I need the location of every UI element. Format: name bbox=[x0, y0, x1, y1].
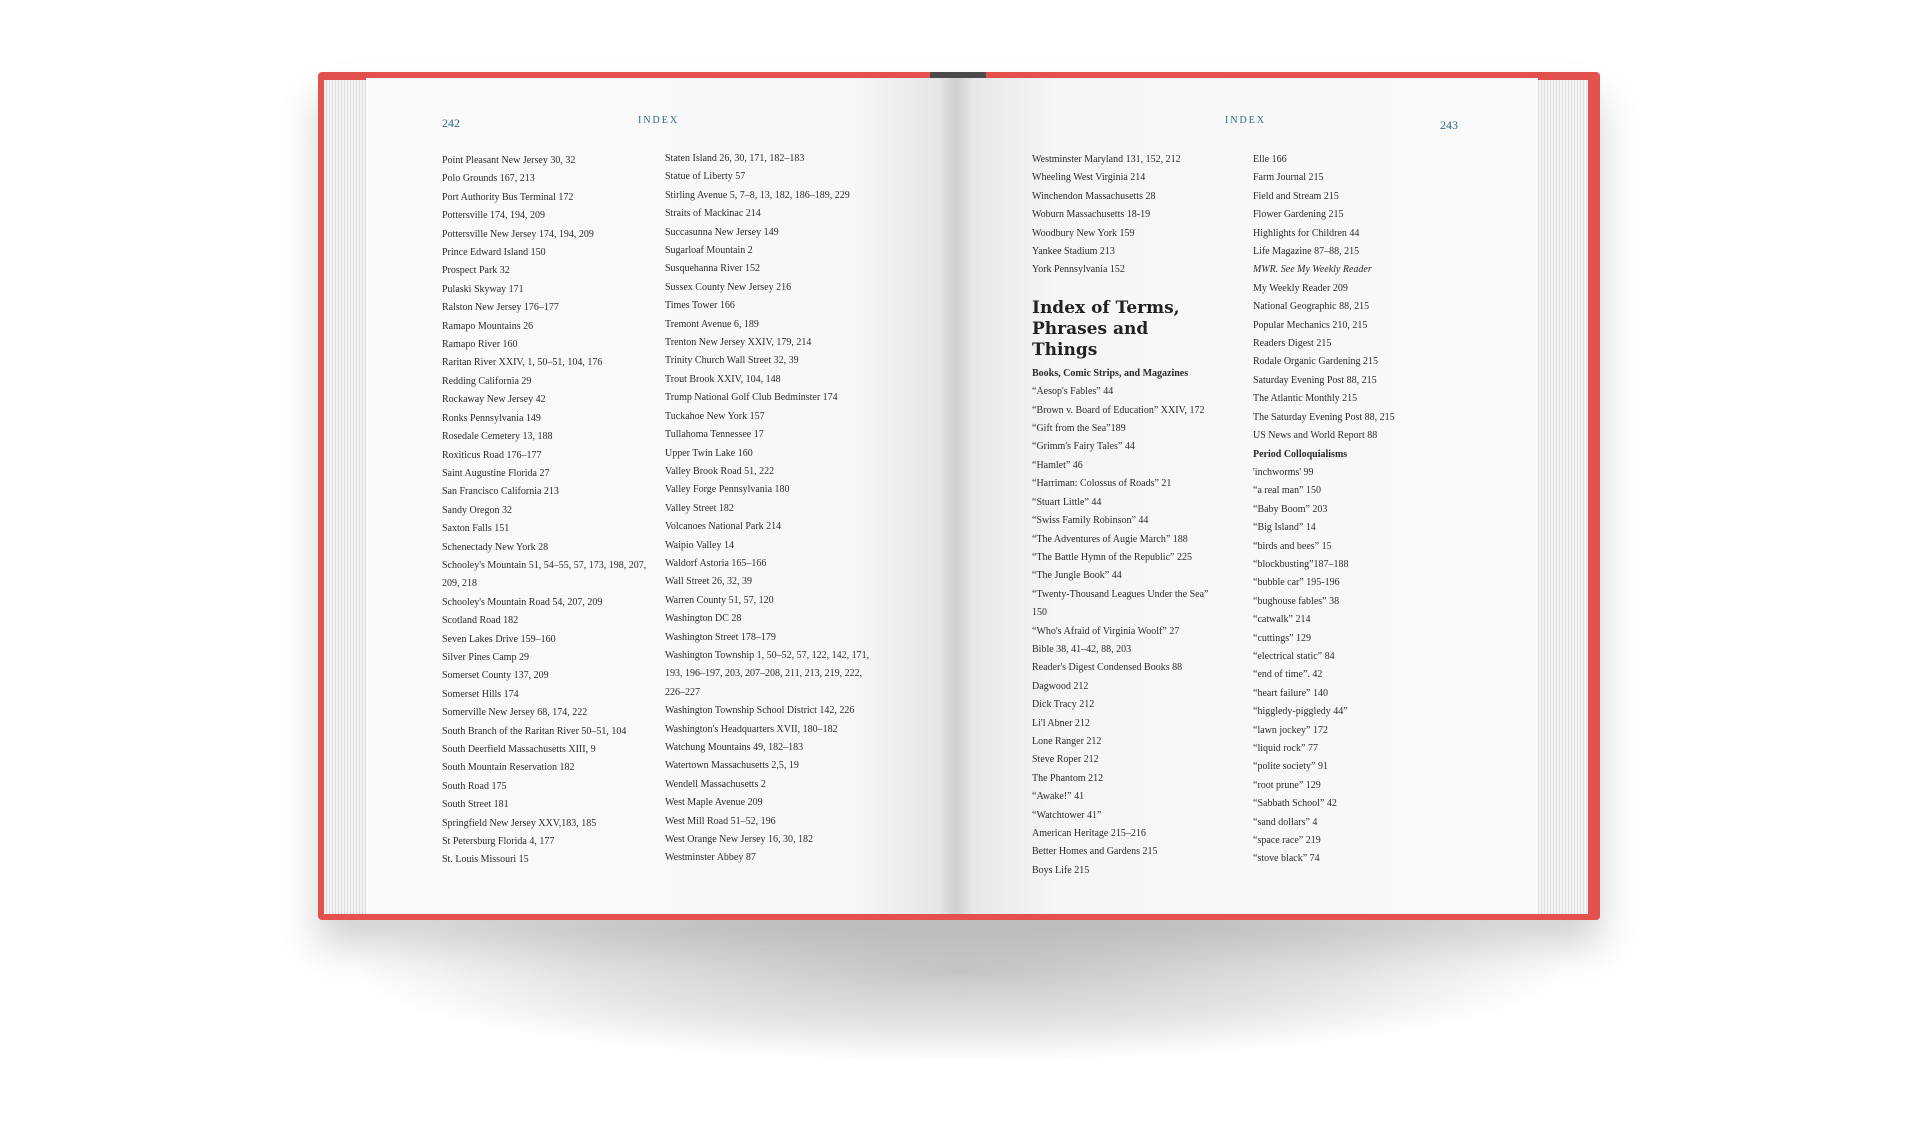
right-page-edges bbox=[1538, 80, 1588, 914]
index-entry: “heart failure” 140 bbox=[1253, 687, 1328, 699]
index-entry: Ramapo Mountains 26 bbox=[442, 320, 534, 332]
index-entry: Raritan River XXIV, 1, 50–51, 104, 176 bbox=[442, 357, 603, 369]
index-entry: “electrical static” 84 bbox=[1253, 650, 1335, 662]
right-index-column-2 bbox=[1253, 151, 1433, 869]
index-entry: Valley Brook Road 51, 222 bbox=[665, 465, 775, 477]
index-entry-mwr: MWR. See My Weekly Reader bbox=[1253, 264, 1372, 276]
index-entry: Pottersville 174, 194, 209 bbox=[442, 210, 546, 222]
left-page-edges bbox=[324, 80, 366, 914]
index-entry: Washington Township School District 142, 226 bbox=[665, 705, 855, 717]
index-entry: Rosedale Cemetery 13, 188 bbox=[442, 431, 553, 443]
index-entry: “end of time”. 42 bbox=[1253, 669, 1323, 681]
index-entry: Woodbury New York 159 bbox=[1032, 227, 1135, 239]
right-running-head: INDEX bbox=[1225, 115, 1267, 126]
index-entry: Ronks Pennsylvania 149 bbox=[442, 412, 541, 424]
index-entry: Reader's Digest Condensed Books 88 bbox=[1032, 662, 1183, 674]
index-entry: Saturday Evening Post 88, 215 bbox=[1253, 374, 1377, 386]
left-index-column-2 bbox=[665, 150, 877, 868]
index-entry: Redding California 29 bbox=[442, 375, 532, 387]
index-entry: “Baby Boom” 203 bbox=[1253, 503, 1328, 515]
index-entry: Sussex County New Jersey 216 bbox=[665, 281, 792, 293]
index-entry: “Sabbath School” 42 bbox=[1253, 798, 1337, 810]
index-entry: South Mountain Reservation 182 bbox=[442, 762, 575, 774]
index-entry: Waipio Valley 14 bbox=[665, 539, 734, 551]
index-entry: Somerset County 137, 209 bbox=[442, 670, 549, 682]
index-entry: Steve Roper 212 bbox=[1032, 754, 1099, 766]
index-entry: Woburn Massachusetts 18-19 bbox=[1032, 209, 1151, 221]
index-entry: Schooley's Mountain 51, 54–55, 57, 173, 198, 207, 209, 218 bbox=[442, 559, 647, 590]
index-entry: Washington DC 28 bbox=[665, 613, 742, 625]
index-entry: Washington Street 178–179 bbox=[665, 631, 776, 643]
index-entry: Scotland Road 182 bbox=[442, 615, 519, 627]
index-entry: San Francisco California 213 bbox=[442, 486, 559, 498]
index-entry: Seven Lakes Drive 159–160 bbox=[442, 633, 556, 645]
index-entry: West Orange New Jersey 16, 30, 182 bbox=[665, 834, 814, 846]
index-entry: “bughouse fables” 38 bbox=[1253, 595, 1340, 607]
index-entry: St Petersburg Florida 4, 177 bbox=[442, 836, 555, 848]
index-entry: Somerset Hills 174 bbox=[442, 688, 519, 700]
index-entry: My Weekly Reader 209 bbox=[1253, 282, 1348, 294]
index-entry: “Harriman: Colossus of Roads” 21 bbox=[1032, 478, 1172, 490]
index-entry: “cuttings” 129 bbox=[1253, 632, 1312, 644]
index-entry: Saint Augustine Florida 27 bbox=[442, 467, 550, 479]
index-entry: National Geographic 88, 215 bbox=[1253, 301, 1370, 313]
index-entry: “liquid rock” 77 bbox=[1253, 743, 1318, 754]
index-entry: Roxiticus Road 176–177 bbox=[442, 449, 542, 461]
index-entry: “The Jungle Book” 44 bbox=[1032, 570, 1122, 582]
index-entry: Farm Journal 215 bbox=[1253, 172, 1324, 184]
subsection-books-heading: Books, Comic Strips, and Magazines bbox=[1032, 367, 1189, 379]
index-entry: Ralston New Jersey 176–177 bbox=[442, 302, 559, 314]
index-entry: Winchendon Massachusetts 28 bbox=[1032, 190, 1156, 202]
index-entry: US News and World Report 88 bbox=[1253, 430, 1378, 442]
index-entry: “The Adventures of Augie March” 188 bbox=[1032, 533, 1188, 545]
index-entry: “The Battle Hymn of the Republic” 225 bbox=[1032, 551, 1192, 563]
index-entry: Pottersville New Jersey 174, 194, 209 bbox=[442, 228, 594, 240]
index-entry: Tullahoma Tennessee 17 bbox=[665, 429, 764, 441]
index-entry: Sugarloaf Mountain 2 bbox=[665, 245, 753, 257]
index-entry: St. Louis Missouri 15 bbox=[442, 854, 529, 866]
index-entry: Li'l Abner 212 bbox=[1032, 717, 1090, 729]
index-entry: Washington Township 1, 50–52, 57, 122, 142, 171, 193, 196–197, 203, 207–208, 211, 213, 219, 222, 226–227 bbox=[665, 649, 870, 698]
index-entry: “higgledy-piggledy 44” bbox=[1253, 706, 1348, 718]
index-entry: South Deerfield Massachusetts XIII, 9 bbox=[442, 744, 596, 755]
index-entry: Upper Twin Lake 160 bbox=[665, 447, 753, 459]
index-entry: Silver Pines Camp 29 bbox=[442, 651, 529, 663]
index-entry: Warren County 51, 57, 120 bbox=[665, 594, 774, 606]
index-entry: Wheeling West Virginia 214 bbox=[1032, 172, 1146, 184]
index-entry: Statue of Liberty 57 bbox=[665, 171, 746, 183]
index-entry: Trump National Golf Club Bedminster 174 bbox=[665, 392, 838, 404]
left-running-head: INDEX bbox=[638, 115, 680, 126]
index-entry: “blockbusting”187–188 bbox=[1253, 558, 1349, 570]
section-title bbox=[1032, 298, 1212, 361]
index-entry: Trenton New Jersey XXIV, 179, 214 bbox=[665, 337, 812, 349]
index-entry: Staten Island 26, 30, 171, 182–183 bbox=[665, 153, 805, 164]
index-entry: Prospect Park 32 bbox=[442, 265, 510, 277]
index-entry: “Aesop's Fables” 44 bbox=[1032, 386, 1114, 398]
index-entry: “catwalk” 214 bbox=[1253, 614, 1311, 626]
left-page-number: 242 bbox=[442, 116, 460, 130]
index-entry: West Maple Avenue 209 bbox=[665, 797, 763, 809]
index-entry: “stove black” 74 bbox=[1253, 853, 1320, 865]
index-entry: “Stuart Little” 44 bbox=[1032, 496, 1102, 508]
index-entry: Volcanoes National Park 214 bbox=[665, 521, 782, 533]
index-entry: Susquehanna River 152 bbox=[665, 263, 760, 275]
index-entry: Flower Gardening 215 bbox=[1253, 209, 1344, 221]
index-entry: “Gift from the Sea”189 bbox=[1032, 423, 1126, 435]
index-entry: Yankee Stadium 213 bbox=[1032, 246, 1115, 258]
index-entry: “root prune” 129 bbox=[1253, 779, 1321, 791]
index-entry: Westminster Maryland 131, 152, 212 bbox=[1032, 154, 1181, 165]
index-entry: Lone Ranger 212 bbox=[1032, 735, 1102, 747]
index-entry: “bubble car” 195-196 bbox=[1253, 577, 1340, 589]
index-entry: Dagwood 212 bbox=[1032, 680, 1089, 692]
index-entry: 'inchworms' 99 bbox=[1253, 466, 1314, 478]
index-entry: Watertown Massachusetts 2,5, 19 bbox=[665, 760, 799, 772]
left-index-column-1 bbox=[442, 152, 652, 870]
index-entry: Somerville New Jersey 68, 174, 222 bbox=[442, 707, 588, 719]
index-entry: Highlights for Children 44 bbox=[1253, 227, 1360, 239]
index-entry: South Street 181 bbox=[442, 799, 509, 811]
index-entry: Valley Forge Pennsylvania 180 bbox=[665, 484, 790, 496]
index-entry: Trout Brook XXIV, 104, 148 bbox=[665, 373, 781, 385]
index-entry: Prince Edward Island 150 bbox=[442, 247, 546, 259]
index-entry: Port Authority Bus Terminal 172 bbox=[442, 191, 574, 203]
index-entry: Watchung Mountains 49, 182–183 bbox=[665, 742, 804, 753]
index-entry: Wendell Massachusetts 2 bbox=[665, 778, 766, 790]
index-entry: “birds and bees” 15 bbox=[1253, 540, 1332, 552]
index-entry: Schenectady New York 28 bbox=[442, 541, 549, 553]
index-entry: “Grimm's Fairy Tales” 44 bbox=[1032, 441, 1135, 453]
index-entry: “space race” 219 bbox=[1253, 835, 1321, 847]
index-entry: Saxton Falls 151 bbox=[442, 523, 510, 535]
index-entry: “Awake!” 41 bbox=[1032, 791, 1085, 803]
index-entry: Valley Street 182 bbox=[665, 502, 734, 514]
index-entry: Pulaski Skyway 171 bbox=[442, 283, 524, 295]
index-entry: Dick Tracy 212 bbox=[1032, 699, 1095, 711]
index-entry: “polite society” 91 bbox=[1253, 761, 1328, 773]
subsection-colloquialisms-heading: Period Colloquialisms bbox=[1253, 448, 1348, 460]
index-entry: Life Magazine 87–88, 215 bbox=[1253, 246, 1360, 258]
index-entry: Better Homes and Gardens 215 bbox=[1032, 846, 1158, 858]
index-entry: Stirling Avenue 5, 7–8, 13, 182, 186–189, 229 bbox=[665, 189, 850, 201]
index-entry: Washington's Headquarters XVII, 180–182 bbox=[665, 723, 838, 735]
index-entry: Boys Life 215 bbox=[1032, 864, 1090, 876]
index-entry: Wall Street 26, 32, 39 bbox=[665, 576, 752, 588]
index-entry: Times Tower 166 bbox=[665, 300, 735, 312]
right-index-column-1 bbox=[1032, 151, 1212, 880]
index-entry: “Hamlet” 46 bbox=[1032, 459, 1083, 471]
index-entry: The Atlantic Monthly 215 bbox=[1253, 393, 1358, 405]
index-entry: South Branch of the Raritan River 50–51, 104 bbox=[442, 725, 627, 737]
index-entry: “a real man” 150 bbox=[1253, 485, 1322, 497]
index-entry: Rodale Organic Gardening 215 bbox=[1253, 356, 1379, 368]
index-entry: “lawn jockey” 172 bbox=[1253, 724, 1328, 736]
index-entry: Westminster Abbey 87 bbox=[665, 852, 756, 864]
index-entry: Field and Stream 215 bbox=[1253, 190, 1339, 202]
index-entry: Ramapo River 160 bbox=[442, 339, 518, 351]
section-title-line2: Phrases and Things bbox=[1032, 318, 1149, 360]
index-entry: American Heritage 215–216 bbox=[1032, 828, 1146, 839]
index-entry: Point Pleasant New Jersey 30, 32 bbox=[442, 155, 576, 166]
index-entry: “sand dollars” 4 bbox=[1253, 816, 1318, 828]
index-entry: York Pennsylvania 152 bbox=[1032, 264, 1125, 276]
index-entry: Springfield New Jersey XXV,183, 185 bbox=[442, 817, 597, 829]
index-entry: Readers Digest 215 bbox=[1253, 338, 1332, 350]
index-entry: Straits of Mackinac 214 bbox=[665, 208, 761, 220]
index-entry: Sandy Oregon 32 bbox=[442, 504, 512, 516]
index-entry: “Twenty-Thousand Leagues Under the Sea” 150 bbox=[1032, 588, 1209, 619]
index-entry: Polo Grounds 167, 213 bbox=[442, 173, 535, 185]
index-entry: Tremont Avenue 6, 189 bbox=[665, 318, 759, 330]
index-entry: Elle 166 bbox=[1253, 154, 1287, 165]
index-entry: Popular Mechanics 210, 215 bbox=[1253, 319, 1368, 331]
index-entry: Succasunna New Jersey 149 bbox=[665, 226, 779, 238]
index-entry: “Watchtower 41” bbox=[1032, 809, 1102, 821]
index-entry: Trinity Church Wall Street 32, 39 bbox=[665, 355, 799, 367]
index-entry: “Swiss Family Robinson” 44 bbox=[1032, 515, 1149, 527]
index-entry: “Brown v. Board of Education” XXIV, 172 bbox=[1032, 404, 1205, 416]
index-entry: Tuckahoe New York 157 bbox=[665, 410, 765, 422]
index-entry: The Saturday Evening Post 88, 215 bbox=[1253, 411, 1395, 423]
index-entry: “Who's Afraid of Virginia Woolf” 27 bbox=[1032, 625, 1180, 637]
right-page-number: 243 bbox=[1440, 118, 1458, 132]
index-entry: Bible 38, 41–42, 88, 203 bbox=[1032, 643, 1132, 655]
index-entry: West Mill Road 51–52, 196 bbox=[665, 815, 776, 827]
index-entry: Rockaway New Jersey 42 bbox=[442, 394, 546, 406]
index-entry: South Road 175 bbox=[442, 780, 507, 792]
index-entry: The Phantom 212 bbox=[1032, 772, 1104, 784]
section-title-line1: Index of Terms, bbox=[1032, 297, 1180, 318]
index-entry: Waldorf Astoria 165–166 bbox=[665, 557, 767, 569]
index-entry: “Big Island” 14 bbox=[1253, 522, 1316, 534]
index-entry: Schooley's Mountain Road 54, 207, 209 bbox=[442, 596, 603, 608]
